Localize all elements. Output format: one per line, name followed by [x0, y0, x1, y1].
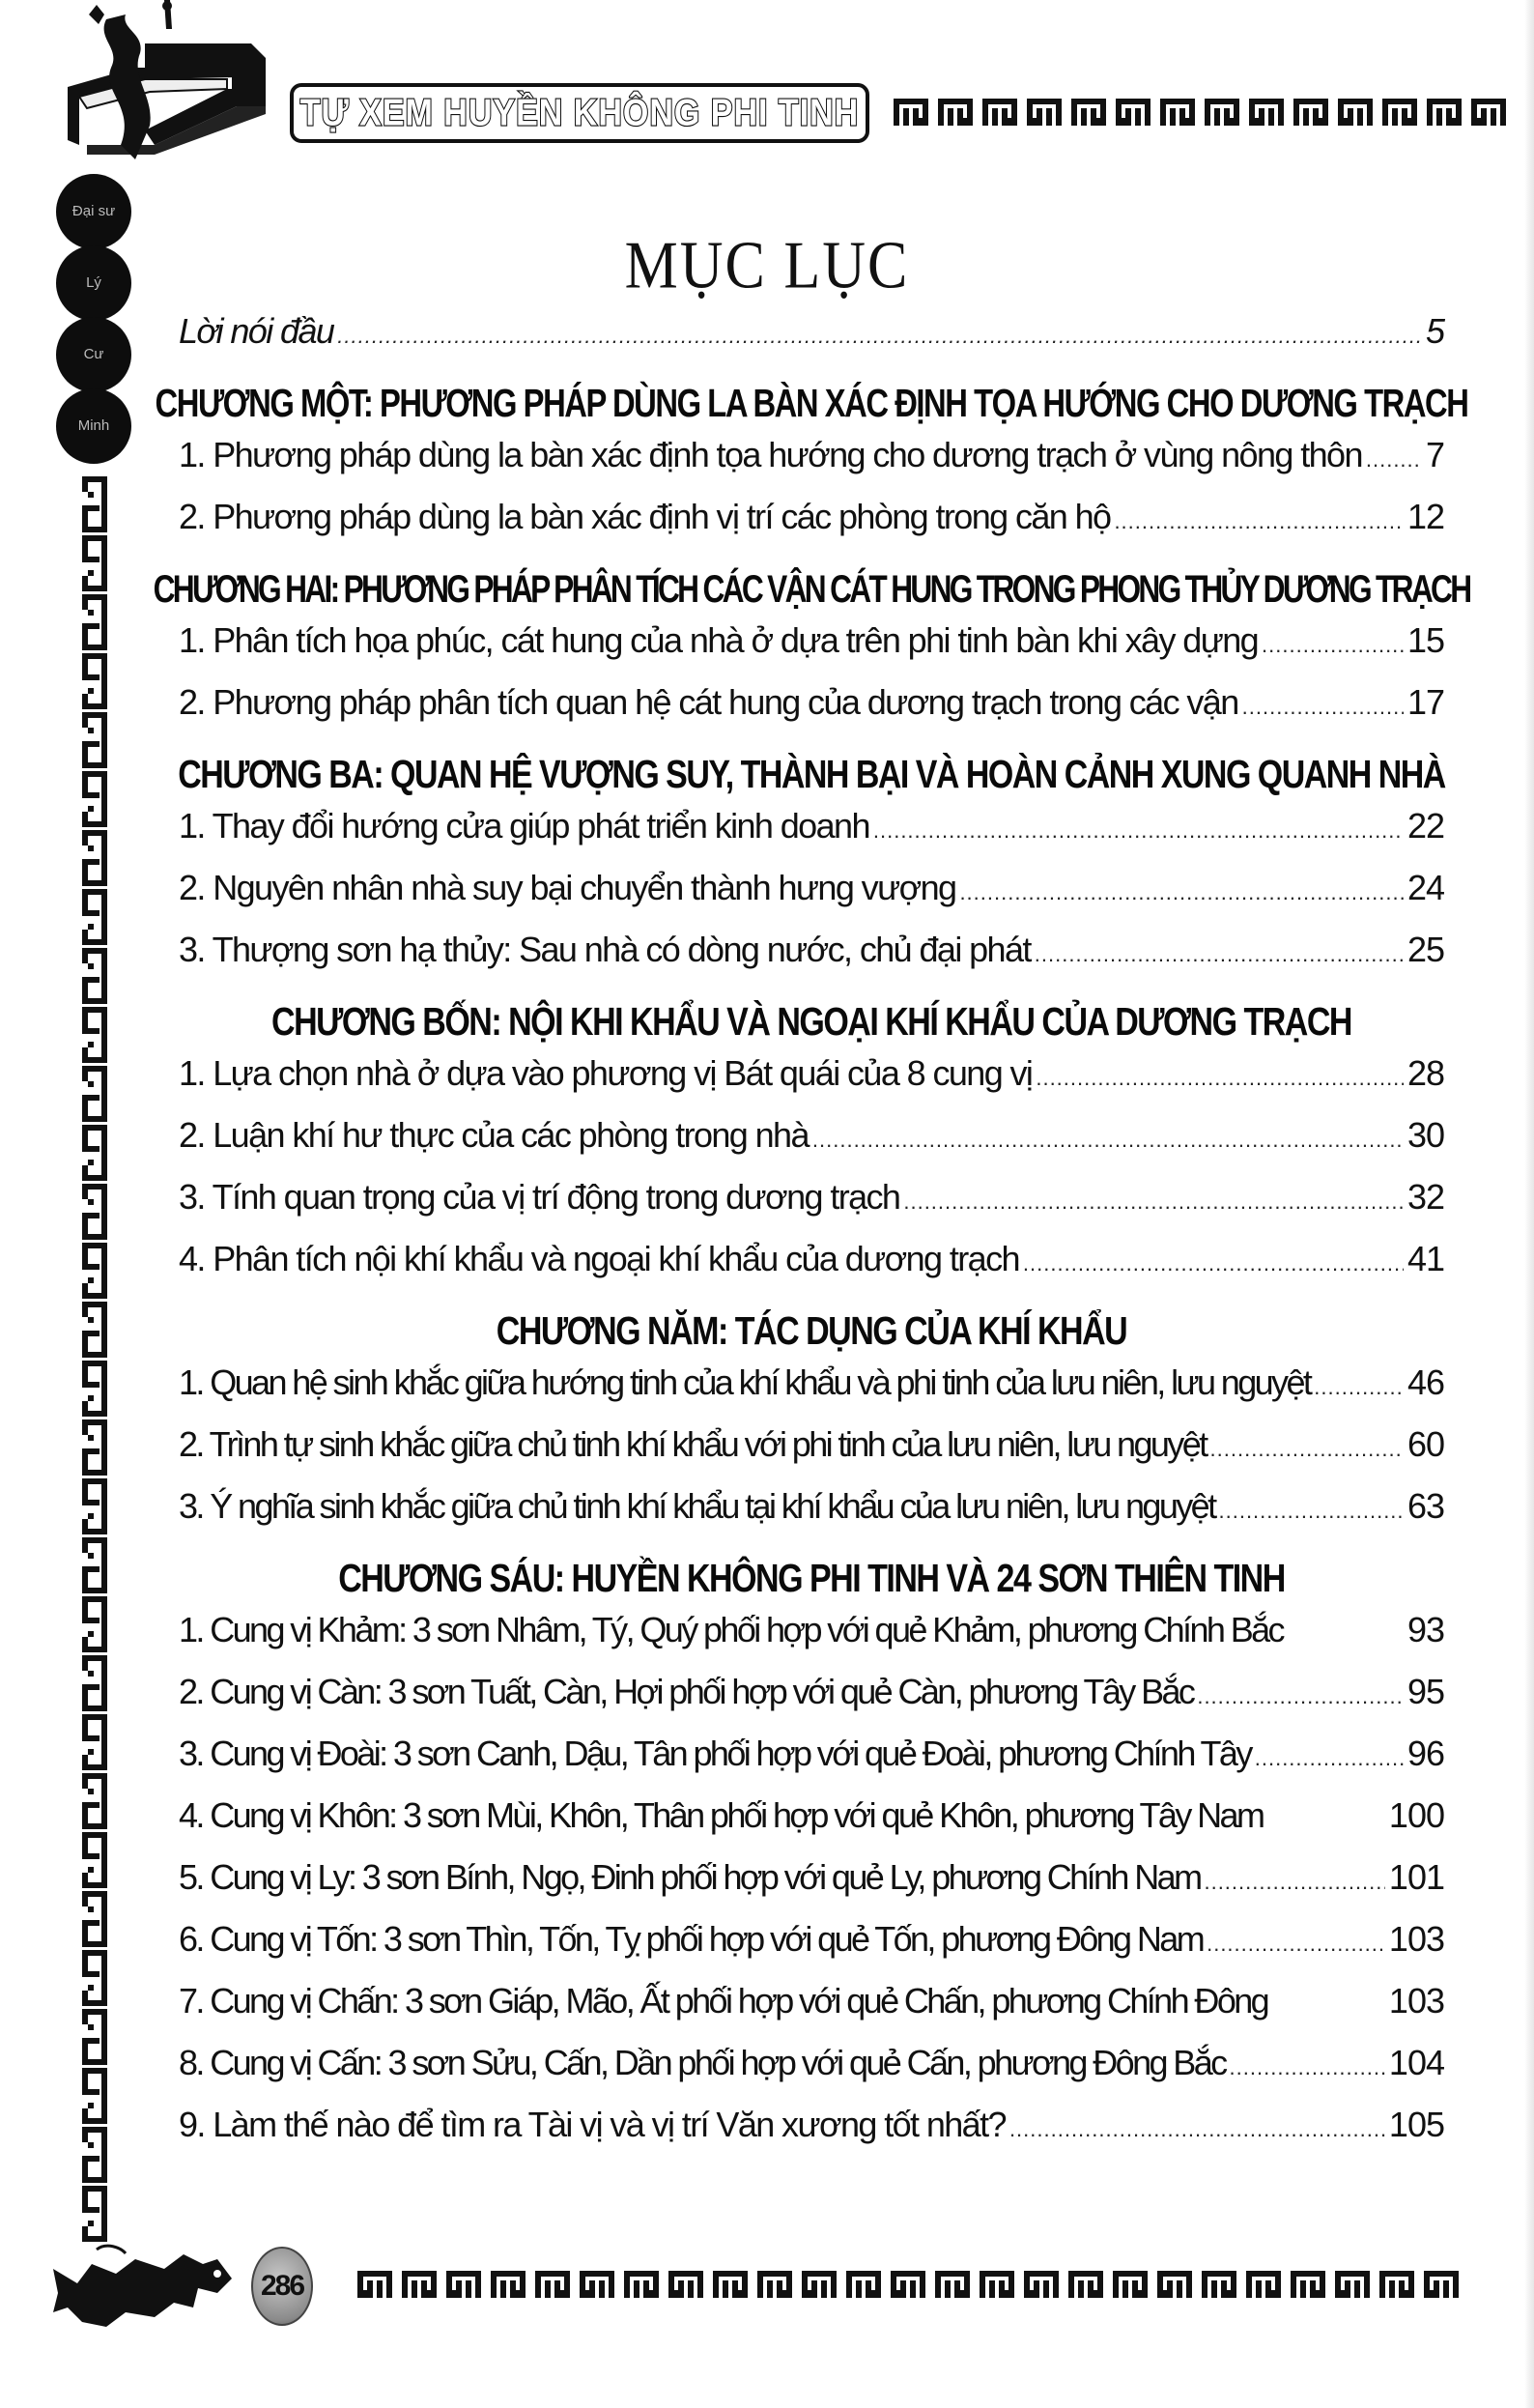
meander-vertical-icon — [82, 2068, 107, 2124]
toc-entry[interactable] — [179, 1981, 1444, 2043]
meander-vertical-icon — [82, 1596, 107, 1652]
entry-page: 15 — [1406, 620, 1444, 660]
entry-page: 24 — [1406, 868, 1444, 907]
dot-leader — [1023, 1251, 1404, 1276]
entry-page: 63 — [1406, 1486, 1444, 1526]
dot-leader — [1255, 1746, 1404, 1771]
meander-vertical-icon — [82, 1125, 107, 1181]
meander-icon — [668, 2271, 703, 2298]
book-title: TỰ XEM HUYỀN KHÔNG PHI TINH — [299, 91, 860, 134]
dragon-ornament-icon — [39, 2240, 251, 2336]
toc-entry[interactable] — [179, 497, 1444, 559]
meander-vertical-icon — [82, 1066, 107, 1122]
page-title: MỤC LỤC — [624, 228, 910, 303]
entry-label: 1. Phân tích họa phúc, cát hung của nhà ở dựa trên phi tinh bàn khi xây dựng — [179, 620, 1259, 660]
meander-icon — [846, 2271, 881, 2298]
entry-label: 3. Ý nghĩa sinh khắc giữa chủ tinh khí khẩu tại khí khẩu của lưu niên, lưu nguyệt — [179, 1486, 1215, 1526]
meander-vertical-icon — [82, 535, 107, 591]
entry-label: 4. Cung vị Khôn: 3 sơn Mùi, Khôn, Thân phối hợp với quẻ Khôn, phương Tây Nam — [179, 1795, 1264, 1835]
meander-vertical-icon — [82, 1537, 107, 1593]
dot-leader — [959, 880, 1404, 905]
entry-label: 6. Cung vị Tốn: 3 sơn Thìn, Tốn, Tỵ phối hợp với quẻ Tốn, phương Đông Nam — [179, 1919, 1204, 1959]
toc-entry[interactable] — [179, 2043, 1444, 2105]
entry-page: 46 — [1406, 1362, 1444, 1402]
entry-page: 32 — [1406, 1177, 1444, 1217]
author-ball — [56, 388, 131, 464]
entry-page: 12 — [1406, 497, 1444, 536]
toc-entry[interactable] — [179, 1919, 1444, 1981]
meander-icon — [1291, 2271, 1325, 2298]
entry-label: 3. Cung vị Đoài: 3 sơn Canh, Dậu, Tân phối hợp với quẻ Đoài, phương Chính Tây — [179, 1734, 1251, 1773]
chapter-heading[interactable]: CHƯƠNG HAI: PHƯƠNG PHÁP PHÂN TÍCH CÁC VẬN CÁT HUNG TRONG PHONG THỦY DƯƠNG TRẠCH — [153, 567, 1470, 611]
chapter-heading[interactable]: CHƯƠNG NĂM: TÁC DỤNG CỦA KHÍ KHẨU — [496, 1308, 1127, 1354]
dot-leader — [1204, 1870, 1384, 1895]
entry-label: 2. Phương pháp phân tích quan hệ cát hung của dương trạch trong các vận — [179, 682, 1238, 722]
meander-icon — [402, 2271, 437, 2298]
dot-leader — [1207, 1932, 1385, 1957]
dot-leader — [337, 324, 1422, 349]
courtyard-house-illustration — [29, 0, 319, 164]
dot-leader — [903, 1190, 1404, 1215]
meander-icon — [1205, 99, 1239, 126]
meander-icon — [1246, 2271, 1281, 2298]
dot-leader — [812, 1128, 1404, 1153]
meander-vertical-icon — [82, 476, 107, 532]
entry-page: 28 — [1406, 1053, 1444, 1093]
dot-leader — [873, 818, 1404, 844]
meander-icon — [357, 2271, 392, 2298]
meander-icon — [1471, 99, 1506, 126]
chapter-heading[interactable]: CHƯƠNG BỐN: NỘI KHI KHẨU VÀ NGOẠI KHÍ KHẨU CỦA DƯƠNG TRẠCH — [271, 999, 1351, 1045]
meander-vertical-icon — [82, 1832, 107, 1888]
entry-page: 41 — [1406, 1239, 1444, 1278]
meander-icon — [1335, 2271, 1370, 2298]
meander-icon — [891, 2271, 925, 2298]
entry-label: 4. Phân tích nội khí khẩu và ngoại khí khẩu của dương trạch — [179, 1239, 1019, 1278]
meander-icon — [1427, 99, 1462, 126]
dot-leader — [1036, 1066, 1404, 1091]
author-name-part: Minh — [77, 416, 110, 434]
entry-page: 103 — [1388, 1981, 1444, 2021]
meander-icon — [802, 2271, 837, 2298]
page-number: 286 — [260, 2270, 304, 2302]
meander-vertical-icon — [82, 771, 107, 827]
dot-leader — [1197, 1684, 1404, 1709]
header-meander-border — [894, 99, 1506, 126]
toc-entry[interactable] — [179, 806, 1444, 868]
chapter-heading[interactable]: CHƯƠNG SÁU: HUYỀN KHÔNG PHI TINH VÀ 24 SƠN THIÊN TINH — [338, 1556, 1285, 1601]
entry-label: 1. Quan hệ sinh khắc giữa hướng tinh của khí khẩu và phi tinh của lưu niên, lưu nguyệt — [179, 1362, 1311, 1402]
author-name-part: Đại sư — [71, 202, 116, 219]
meander-icon — [938, 99, 973, 126]
entry-label: 8. Cung vị Cấn: 3 sơn Sửu, Cấn, Dần phối hợp với quẻ Cấn, phương Đông Bắc — [179, 2043, 1226, 2082]
toc-entry[interactable] — [179, 1053, 1444, 1115]
footer-meander-border — [357, 2271, 1459, 2298]
toc-entry[interactable] — [179, 1610, 1444, 1672]
meander-icon — [1249, 99, 1284, 126]
meander-icon — [1027, 99, 1062, 126]
entry-label: 1. Cung vị Khảm: 3 sơn Nhâm, Tý, Quý phối hợp với quẻ Khảm, phương Chính Bắc — [179, 1610, 1283, 1649]
entry-page: 100 — [1388, 1795, 1444, 1835]
author-name-part: Lý — [86, 273, 101, 291]
entry-label: 2. Trình tự sinh khắc giữa chủ tinh khí khẩu với phi tinh của lưu niên, lưu nguyệt — [179, 1424, 1207, 1464]
meander-icon — [446, 2271, 481, 2298]
meander-icon — [1202, 2271, 1236, 2298]
meander-icon — [1068, 2271, 1103, 2298]
dot-leader — [1219, 1499, 1404, 1524]
meander-icon — [982, 99, 1017, 126]
chapter-heading[interactable]: CHƯƠNG MỘT: PHƯƠNG PHÁP DÙNG LA BÀN XÁC ĐỊNH TỌA HƯỚNG CHO DƯƠNG TRẠCH — [155, 381, 1468, 426]
meander-icon — [1379, 2271, 1414, 2298]
entry-label: 1. Phương pháp dùng la bàn xác định tọa hướng cho dương trạch ở vùng nông thôn — [179, 435, 1362, 474]
dot-leader — [1242, 695, 1404, 720]
toc-entry[interactable] — [179, 1424, 1444, 1486]
entry-label: 1. Thay đổi hướng cửa giúp phát triển kinh doanh — [179, 806, 869, 846]
meander-icon — [1071, 99, 1106, 126]
entry-page: 96 — [1406, 1734, 1444, 1773]
meander-icon — [980, 2271, 1014, 2298]
meander-vertical-icon — [82, 1478, 107, 1534]
entry-page: 60 — [1406, 1424, 1444, 1464]
entry-label: 3. Thượng sơn hạ thủy: Sau nhà có dòng nước, chủ đại phát — [179, 930, 1031, 969]
author-ball — [56, 317, 131, 392]
entry-page: 105 — [1388, 2105, 1444, 2144]
dot-leader — [1210, 1437, 1404, 1462]
meander-vertical-icon — [82, 1007, 107, 1063]
entry-page: 103 — [1388, 1919, 1444, 1959]
meander-icon — [535, 2271, 570, 2298]
entry-label: 2. Nguyên nhân nhà suy bại chuyển thành hưng vượng — [179, 868, 956, 907]
meander-icon — [757, 2271, 792, 2298]
meander-icon — [1160, 99, 1195, 126]
author-name-column — [56, 174, 133, 460]
entry-page: 22 — [1406, 806, 1444, 846]
entry-page: 95 — [1406, 1672, 1444, 1711]
entry-page: 93 — [1406, 1610, 1444, 1649]
entry-label: Lời nói đầu — [179, 311, 334, 351]
toc-entry[interactable] — [179, 1115, 1444, 1177]
meander-icon — [1293, 99, 1328, 126]
entry-page: 25 — [1406, 930, 1444, 969]
toc-entry[interactable] — [179, 682, 1444, 744]
table-of-contents — [153, 311, 1470, 2166]
entry-label: 1. Lựa chọn nhà ở dựa vào phương vị Bát quái của 8 cung vị — [179, 1053, 1033, 1093]
meander-vertical-icon — [82, 1773, 107, 1829]
meander-vertical-icon — [82, 653, 107, 709]
toc-entry[interactable] — [179, 1857, 1444, 1919]
entry-label: 2. Cung vị Càn: 3 sơn Tuất, Càn, Hợi phối hợp với quẻ Càn, phương Tây Bắc — [179, 1672, 1194, 1711]
meander-icon — [1382, 99, 1417, 126]
dot-leader — [1230, 2055, 1385, 2080]
meander-vertical-icon — [82, 594, 107, 650]
entry-page: 101 — [1388, 1857, 1444, 1897]
toc-entry[interactable] — [179, 1177, 1444, 1239]
page-number-badge — [251, 2247, 313, 2326]
meander-vertical-icon — [82, 1361, 107, 1417]
toc-entry[interactable] — [179, 1239, 1444, 1301]
dot-leader — [1366, 447, 1422, 473]
meander-vertical-icon — [82, 2186, 107, 2242]
toc-entry[interactable] — [179, 2105, 1444, 2166]
chapter-heading[interactable]: CHƯƠNG BA: QUAN HỆ VƯỢNG SUY, THÀNH BẠI VÀ HOÀN CẢNH XUNG QUANH NHÀ — [178, 752, 1445, 797]
toc-entry-intro[interactable] — [179, 311, 1444, 373]
entry-page: 30 — [1406, 1115, 1444, 1155]
toc-entry[interactable] — [179, 620, 1444, 682]
meander-icon — [1024, 2271, 1059, 2298]
meander-icon — [1424, 2271, 1459, 2298]
meander-icon — [1338, 99, 1373, 126]
toc-entry[interactable] — [179, 930, 1444, 991]
toc-entry[interactable] — [179, 1362, 1444, 1424]
book-title-banner — [290, 83, 869, 143]
toc-entry[interactable] — [179, 1486, 1444, 1548]
meander-icon — [713, 2271, 748, 2298]
toc-entry[interactable] — [179, 1734, 1444, 1795]
toc-entry[interactable] — [179, 868, 1444, 930]
page-edge-shadow — [1524, 0, 1534, 2408]
author-name-part: Cư — [83, 345, 104, 362]
meander-vertical-icon — [82, 2127, 107, 2183]
entry-page: 17 — [1406, 682, 1444, 722]
meander-icon — [580, 2271, 614, 2298]
meander-vertical-icon — [82, 1891, 107, 1947]
meander-icon — [491, 2271, 526, 2298]
entry-label: 3. Tính quan trọng của vị trí động trong dương trạch — [179, 1177, 900, 1217]
dot-leader — [1114, 509, 1404, 534]
meander-vertical-icon — [82, 1419, 107, 1476]
entry-label: 2. Luận khí hư thực của các phòng trong nhà — [179, 1115, 809, 1155]
meander-icon — [894, 99, 928, 126]
meander-vertical-icon — [82, 1302, 107, 1358]
dot-leader — [1009, 2117, 1385, 2142]
meander-vertical-icon — [82, 1243, 107, 1299]
meander-vertical-icon — [82, 830, 107, 886]
meander-vertical-icon — [82, 712, 107, 768]
meander-vertical-icon — [82, 1655, 107, 1711]
meander-vertical-icon — [82, 1950, 107, 2006]
entry-page: 5 — [1425, 311, 1444, 351]
toc-entry[interactable] — [179, 1795, 1444, 1857]
meander-icon — [1113, 2271, 1148, 2298]
dot-leader — [1262, 633, 1404, 658]
meander-vertical-icon — [82, 2009, 107, 2065]
entry-page: 7 — [1425, 435, 1444, 474]
meander-vertical-icon — [82, 889, 107, 945]
meander-icon — [1157, 2271, 1192, 2298]
meander-icon — [624, 2271, 659, 2298]
toc-entry[interactable] — [179, 1672, 1444, 1734]
meander-icon — [935, 2271, 970, 2298]
entry-label: 7. Cung vị Chấn: 3 sơn Giáp, Mão, Ất phối hợp với quẻ Chấn, phương Chính Đông — [179, 1981, 1268, 2021]
side-meander-border — [82, 476, 107, 2242]
entry-page: 104 — [1388, 2043, 1444, 2082]
entry-label: 2. Phương pháp dùng la bàn xác định vị trí các phòng trong căn hộ — [179, 497, 1111, 536]
meander-vertical-icon — [82, 1184, 107, 1240]
toc-entry[interactable] — [179, 435, 1444, 497]
dot-leader — [1314, 1375, 1404, 1400]
meander-vertical-icon — [82, 948, 107, 1004]
dot-leader — [1035, 942, 1404, 967]
entry-label: 5. Cung vị Ly: 3 sơn Bính, Ngọ, Đinh phối hợp với quẻ Ly, phương Chính Nam — [179, 1857, 1201, 1897]
entry-label: 9. Làm thế nào để tìm ra Tài vị và vị trí Văn xương tốt nhất? — [179, 2105, 1006, 2144]
meander-vertical-icon — [82, 1714, 107, 1770]
meander-icon — [1116, 99, 1150, 126]
